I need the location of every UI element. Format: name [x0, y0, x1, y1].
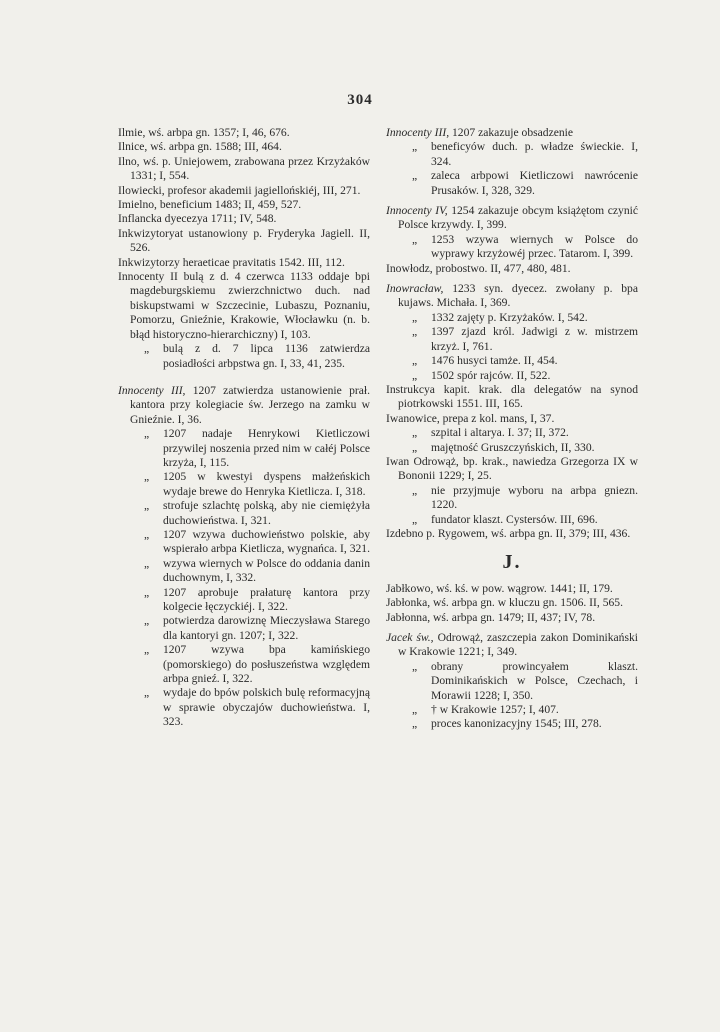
index-entry [386, 282, 638, 311]
index-entry [386, 611, 638, 625]
ditto-mark: „ [144, 342, 150, 356]
entry-text: nie przyjmuje wyboru na arbpa gniezn. 1220. [431, 483, 638, 512]
entry-text: Odrowąż, zaszczepia zakon Dominikański w Krakowie 1221; I, 349. [398, 631, 639, 659]
index-entry [118, 384, 370, 427]
index-subentry [386, 717, 638, 731]
index-entry [118, 140, 370, 154]
entry-text: 1253 wzywa wiernych w Polsce do wyprawy krzyżowéj przec. Tatarom. I, 399. [431, 232, 638, 261]
entry-text: obrany prowincyałem klaszt. Dominikańskich w Polsce, Czechach, i Morawii 1228; I, 350. [431, 659, 638, 702]
ditto-mark: „ [412, 354, 418, 368]
index-column-left [118, 126, 370, 730]
entry-text: Inkwizytoryat ustanowiony p. Fryderyka Jagiell. II, 526. [118, 226, 370, 255]
ditto-mark: „ [412, 483, 418, 497]
entry-headword: Jacek św., [386, 631, 434, 644]
entry-text: Inflancka dyecezya 1711; IV, 548. [118, 212, 277, 226]
index-column-right [386, 126, 638, 732]
entry-text: proces kanonizacyjny 1545; III, 278. [431, 717, 602, 731]
index-subentry [386, 484, 638, 513]
index-entry [118, 227, 370, 256]
entry-text: Inkwizytorzy heraeticae pravitatis 1542. III, 112. [118, 255, 345, 269]
index-subentry [118, 528, 370, 557]
entry-text: strofuje szlachtę polską, aby nie ciemiężyła duchowieństwa. I, 321. [163, 499, 370, 527]
entry-text: bulą z d. 7 lipca 1136 zatwierdza posiadłości arbpstwa gn. I, 33, 41, 235. [163, 342, 370, 370]
entry-text: Jabłkowo, wś. kś. w pow. wągrow. 1441; II, 179. [386, 581, 613, 595]
index-subentry [386, 660, 638, 703]
entry-text: 1207 aprobuje prałaturę kantora przy kolgecie łęczyckiéj. I, 322. [163, 585, 370, 613]
index-subentry [118, 643, 370, 686]
index-entry [386, 262, 638, 276]
ditto-mark: „ [144, 470, 150, 484]
index-subentry [386, 325, 638, 354]
ditto-mark: „ [412, 426, 418, 440]
entry-text: szpital i altarya. I. 37; II, 372. [431, 426, 569, 440]
index-subentry [118, 686, 370, 729]
entry-text: beneficyów duch. p. władze świeckie. I, 324. [431, 140, 638, 168]
entry-text: Instrukcya kapit. krak. dla delegatów na synod piotrkowski 1551. III, 165. [386, 382, 638, 411]
ditto-mark: „ [412, 368, 418, 382]
entry-text: wydaje do bpów polskich bulę reformacyjną w sprawie obyczajów duchowieństwa. I, 323. [163, 686, 370, 729]
index-entry [118, 184, 370, 198]
ditto-mark: „ [412, 325, 418, 339]
index-subentry [386, 369, 638, 383]
entry-text: Jabłonka, wś. arbpa gn. w kluczu gn. 1506. II, 565. [386, 596, 623, 610]
entry-text: Ilnice, wś. arbpa gn. 1588; III, 464. [118, 140, 282, 154]
entry-text: Iwanowice, prepa z kol. mans, I, 37. [386, 411, 555, 425]
entry-text: 1207 wzywa duchowieństwo polskie, aby wspierało arbpa Kietlicza, wygnańca. I, 321. [163, 527, 370, 556]
index-subentry [386, 703, 638, 717]
index-entry [386, 126, 638, 140]
index-entry [386, 631, 638, 660]
index-entry [386, 383, 638, 412]
entry-text: fundator klaszt. Cystersów. III, 696. [431, 512, 598, 526]
ditto-mark: „ [144, 556, 150, 570]
ditto-mark: „ [412, 717, 418, 731]
entry-text: Inowłodz, probostwo. II, 477, 480, 481. [386, 261, 571, 275]
entry-text: Ilmie, wś. arbpa gn. 1357; I, 46, 676. [118, 126, 290, 139]
index-entry [386, 204, 638, 233]
index-entry [118, 270, 370, 342]
entry-text: 1254 zakazuje obcym książętom czynić Polsce krzywdy. I, 399. [398, 204, 639, 232]
index-subentry [386, 441, 638, 455]
index-entry [118, 155, 370, 184]
page-number: 304 [347, 92, 373, 108]
ditto-mark: „ [144, 499, 150, 513]
index-subentry [118, 470, 370, 499]
entry-text: 1397 zjazd król. Jadwigi z w. mistrzem krzyż. I, 761. [431, 325, 638, 353]
index-subentry [118, 499, 370, 528]
entry-text: 1205 w kwestyi dyspens małżeńskich wydaje brewe do Henryka Kietlicza. I, 318. [163, 470, 370, 498]
index-entry [386, 455, 638, 484]
ditto-mark: „ [412, 169, 418, 183]
index-entry [118, 126, 370, 140]
entry-text: 1476 husyci tamże. II, 454. [431, 354, 558, 368]
index-subentry [386, 513, 638, 527]
entry-headword: Innocenty III, [386, 126, 450, 139]
entry-text: 1207 zatwierdza ustanowienie prał. kantora przy kolegiacie św. Jerzego na zamku w Gnieźnie. I, 36. [130, 383, 370, 426]
entry-text: † w Krakowie 1257; I, 407. [431, 703, 559, 717]
index-subentry [386, 140, 638, 169]
index-subentry [386, 354, 638, 368]
entry-text: 1207 nadaje Henrykowi Kietliczowi przywilej noszenia przed nim w całéj Polsce krzyża, I, 115. [163, 427, 370, 469]
ditto-mark: „ [144, 427, 150, 441]
index-entry [118, 198, 370, 212]
entry-text: Ilno, wś. p. Uniejowem, zrabowana przez Krzyżaków 1331; I, 554. [118, 154, 370, 183]
ditto-mark: „ [412, 232, 418, 246]
ditto-mark: „ [144, 643, 150, 657]
entry-text: Imielno, beneficium 1483; II, 459, 527. [118, 198, 302, 212]
entry-text: Jabłonna, wś. arbpa gn. 1479; II, 437; IV, 78. [386, 610, 596, 624]
entry-text: Innocenty II bulą z d. 4 czerwca 1133 oddaje bpi magdeburgskiemu zwierzchnictwo duch. nad biskupstwami w Szczecinie, Lubaszu, Poznaniu, Pomorzu, Gnieźnie, Krakowie, Włocławku (n. b. błąd historyczno-hierarchiczny) I, 103. [118, 270, 370, 341]
index-subentry [118, 342, 370, 371]
ditto-mark: „ [412, 703, 418, 717]
entry-headword: Innocenty IV, [386, 204, 448, 218]
ditto-mark: „ [412, 310, 418, 324]
index-entry [386, 582, 638, 596]
index-subentry [118, 614, 370, 643]
index-subentry [118, 427, 370, 470]
entry-text: 1332 zajęty p. Krzyżaków. I, 542. [431, 310, 588, 324]
ditto-mark: „ [412, 659, 418, 673]
ditto-mark: „ [144, 585, 150, 599]
index-subentry [386, 169, 638, 198]
index-entry [118, 256, 370, 270]
entry-text: majętność Gruszczyńskich, II, 330. [431, 440, 595, 454]
entry-text: 1207 zakazuje obsadzenie [452, 126, 574, 139]
index-entry [118, 212, 370, 226]
ditto-mark: „ [144, 527, 150, 541]
ditto-mark: „ [144, 614, 150, 628]
spacer [118, 371, 370, 384]
entry-text: potwierdza darowiznę Mieczysława Starego dla kantoryi gn. 1207; I, 322. [163, 614, 370, 642]
index-subentry [386, 233, 638, 262]
index-entry [386, 527, 638, 541]
entry-text: zaleca arbpowi Kietliczowi nawrócenie Prusaków. I, 328, 329. [431, 169, 638, 197]
entry-headword: Innocenty III, [118, 383, 186, 397]
entry-text: 1207 wzywa bpa kamińskiego (pomorskiego) do posłuszeństwa względem arbpa gnieź. I, 322. [163, 643, 370, 686]
index-subentry [118, 557, 370, 586]
entry-text: wzywa wiernych w Polsce do oddania danin duchownym, I, 332. [163, 556, 370, 585]
index-subentry [118, 586, 370, 615]
ditto-mark: „ [144, 686, 150, 700]
ditto-mark: „ [412, 440, 418, 454]
ditto-mark: „ [412, 140, 418, 154]
entry-text: 1502 spór rajców. II, 522. [431, 368, 551, 382]
index-subentry [386, 426, 638, 440]
index-entry [386, 412, 638, 426]
section-letter-heading: J. [502, 551, 522, 574]
entry-headword: Inowracław, [386, 282, 444, 296]
index-subentry [386, 311, 638, 325]
ditto-mark: „ [412, 512, 418, 526]
entry-text: 1233 syn. dyecez. zwołany p. bpa kujaws. Michała. I, 369. [398, 282, 638, 310]
entry-text: Ilowiecki, profesor akademii jagiellońskiéj, III, 271. [118, 183, 361, 197]
entry-text: Izdebno p. Rygowem, wś. arbpa gn. II, 379; III, 436. [386, 526, 631, 540]
entry-text: Iwan Odrowąż, bp. krak., nawiedza Grzegorza IX w Bononii 1229; I, 25. [386, 454, 638, 483]
index-entry [386, 596, 638, 610]
